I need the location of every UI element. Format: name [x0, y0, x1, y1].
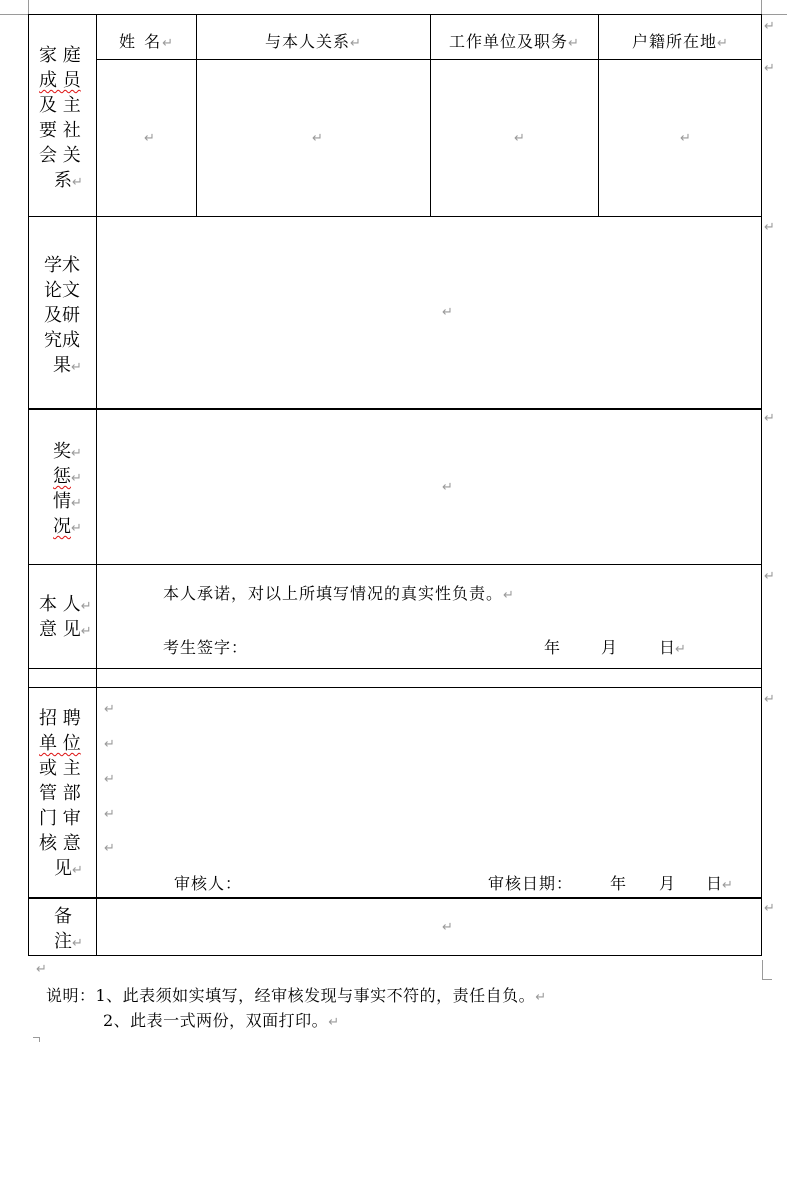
- margin-mark-top-left-h: [0, 14, 28, 15]
- review-label: [39, 706, 83, 881]
- review-label-row: 管 部: [39, 783, 81, 804]
- review-empty-line-mark: ↵: [104, 807, 115, 822]
- rewards-label-row: 奖↵: [53, 441, 82, 462]
- review-year: 年: [610, 874, 627, 893]
- family-hukou-cell-mark: ↵: [680, 131, 691, 146]
- family-relation-cell-mark: ↵: [312, 131, 323, 146]
- table-bottom-border: [28, 955, 762, 956]
- review-label-row: 单 位: [39, 733, 81, 754]
- family-label-row: 系↵: [54, 170, 83, 191]
- review-empty-line-mark: ↵: [104, 841, 115, 856]
- rewards-cell-mark: ↵: [442, 480, 453, 495]
- remarks-label-row: 注↵: [54, 931, 83, 952]
- rewards-label-row: 惩↵: [53, 466, 82, 487]
- after-table-mark: ↵: [36, 962, 47, 977]
- family-label-row: 成 员: [39, 70, 81, 91]
- review-month: 月: [659, 874, 676, 893]
- remarks-label-row: 备: [54, 906, 72, 927]
- family-label-row: 会 关: [39, 145, 81, 166]
- table-left-border: [28, 14, 29, 956]
- review-day: 日↵: [706, 874, 733, 893]
- margin-mark-top-right-h: [762, 14, 787, 15]
- opinion-row-bottom: [28, 668, 762, 669]
- academic-label-row: 及研: [44, 305, 80, 326]
- margin-mark-top-left-v: [28, 0, 29, 14]
- review-empty-line-mark: ↵: [104, 772, 115, 787]
- table-top-border: [28, 14, 762, 15]
- margin-mark-right-h: [762, 979, 772, 980]
- note-line-2: 2、此表一式两份，双面打印。↵: [103, 1011, 340, 1030]
- row-end-mark: ↵: [764, 569, 775, 584]
- signature-month: 月: [601, 638, 618, 657]
- row-end-mark: ↵: [764, 411, 775, 426]
- rewards-label: [53, 439, 82, 539]
- review-label-row: 见↵: [54, 858, 83, 879]
- row-end-mark: ↵: [764, 692, 775, 707]
- reviewer-label: 审核人：: [174, 874, 243, 893]
- academic-cell-mark: ↵: [442, 305, 453, 320]
- family-label: [39, 43, 83, 193]
- opinion-label-row: 意 见↵: [39, 619, 92, 640]
- margin-mark-top-right-v: [761, 0, 762, 14]
- academic-label-row: 究成: [44, 330, 80, 351]
- margin-mark-bottom-left-v: [39, 1037, 40, 1042]
- review-label-row: 核 意: [39, 833, 81, 854]
- review-empty-line-mark: ↵: [104, 737, 115, 752]
- opinion-label-row: 本 人↵: [39, 594, 92, 615]
- academic-label-row: 学术: [44, 255, 80, 276]
- header-relation: 与本人关系↵: [265, 32, 361, 51]
- review-label-row: 招 聘: [39, 708, 81, 729]
- review-date-label: 审核日期：: [488, 874, 574, 893]
- header-work: 工作单位及职务↵: [449, 32, 579, 51]
- academic-row-bottom: [28, 408, 762, 410]
- row-end-mark: ↵: [764, 61, 775, 76]
- review-label-row: 门 审: [39, 808, 81, 829]
- pledge-text: 本人承诺，对以上所填写情况的真实性负责。↵: [163, 584, 515, 603]
- academic-label-row: 论文: [44, 280, 80, 301]
- signature-label: 考生签字：: [163, 638, 249, 657]
- opinion-label: [39, 592, 92, 642]
- review-row-bottom: [28, 897, 762, 899]
- row-end-mark: ↵: [764, 19, 775, 34]
- row-end-mark: ↵: [764, 220, 775, 235]
- family-label-row: 家 庭: [39, 45, 81, 66]
- family-name-cell-mark: ↵: [144, 131, 155, 146]
- review-empty-line-mark: ↵: [104, 702, 115, 717]
- family-label-row: 要 社: [39, 120, 81, 141]
- header-name: 姓 名↵: [119, 32, 173, 51]
- header-hukou: 户籍所在地↵: [632, 32, 728, 51]
- row-end-mark: ↵: [764, 901, 775, 916]
- margin-mark-right-v: [762, 960, 763, 980]
- family-row-bottom: [28, 216, 762, 217]
- signature-year: 年: [544, 638, 561, 657]
- note-line-1: 说明：1、此表须如实填写，经审核发现与事实不符的，责任自负。↵: [46, 986, 547, 1005]
- signature-day: 日↵: [659, 638, 686, 657]
- review-label-row: 或 主: [39, 758, 81, 779]
- remarks-label: [54, 904, 83, 954]
- rewards-label-row: 况↵: [53, 516, 82, 537]
- family-work-cell-mark: ↵: [514, 131, 525, 146]
- blank-row-bottom: [28, 687, 762, 688]
- table-right-border: [761, 14, 762, 956]
- label-column-divider: [96, 14, 97, 956]
- family-label-row: 及 主: [39, 95, 81, 116]
- rewards-label-row: 情↵: [53, 491, 82, 512]
- academic-label-row: 果↵: [53, 355, 82, 376]
- rewards-row-bottom: [28, 564, 762, 565]
- remarks-cell-mark: ↵: [442, 920, 453, 935]
- academic-label: [44, 253, 82, 378]
